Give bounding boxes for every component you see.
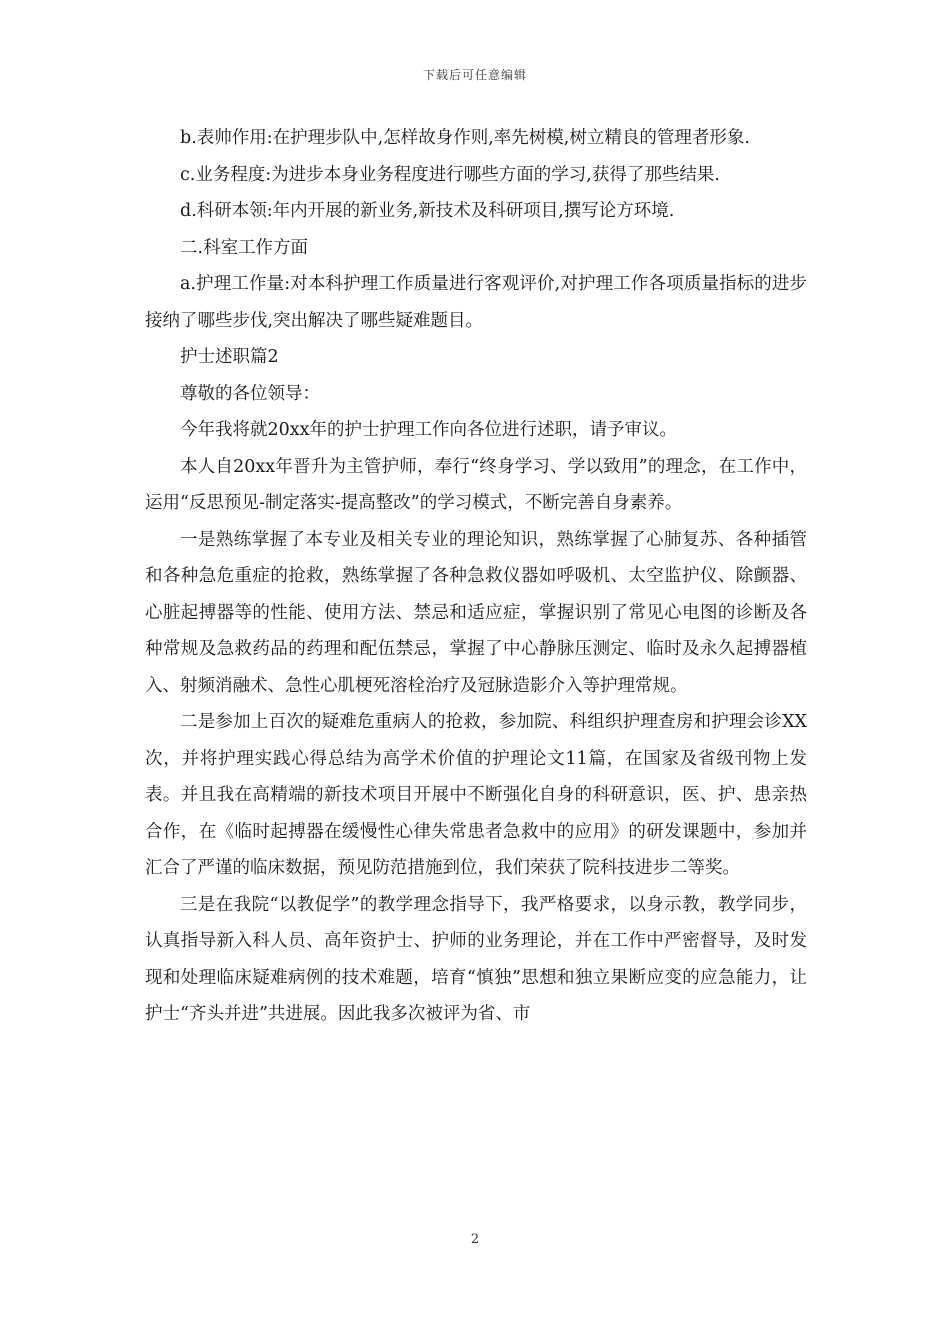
paragraph: 二是参加上百次的疑难危重病人的抢救，参加院、科组织护理查房和护理会诊XX次，并将护理实践心得总结为高学术价值的护理论文11篇，在国家及省级刊物上发表。并且我在高精端的新技术项目开展中不断强化自身的科研意识，医、护、患亲热合作，在《临时起搏器在缓慢性心律失常患者急救中的应用》的研发课题中，参加并汇合了严谨的临床数据，预见防范措施到位，我们荣获了院科技进步二等奖。 (145, 712, 807, 878)
paragraph: 一是熟练掌握了本专业及相关专业的理论知识，熟练掌握了心肺复苏、各种插管和各种急危重症的抢救，熟练掌握了各种急救仪器如呼吸机、太空监护仪、除颤器、心脏起搏器等的性能、使用方法、禁忌和适应症，掌握识别了常见心电图的诊断及各种常规及急救药品的药理和配伍禁忌，掌握了中心静脉压测定、临时及永久起搏器植入、射频消融术、急性心肌梗死溶栓治疗及冠脉造影介入等护理常规。 (145, 529, 807, 696)
paragraph: d.科研本领:年内开展的新业务,新技术及科研项目,撰写论方环境. (180, 201, 675, 221)
paragraph: 今年我将就20xx年的护士护理工作向各位进行述职，请予审议。 (180, 420, 678, 440)
article-title: 护士述职篇2 (180, 347, 279, 367)
paragraph: c.业务程度:为进步本身业务程度进行哪些方面的学习,获得了那些结果. (180, 164, 720, 185)
page-number: 2 (470, 1232, 480, 1247)
paragraph: 本人自20xx年晋升为主管护师，奉行“终身学习、学以致用”的理念，在工作中，运用“反思预见-制定落实-提高整改”的学习模式，不断完善自身素养。 (145, 456, 807, 513)
section-heading: 二.科室工作方面 (180, 237, 309, 258)
paragraph: a.护理工作量:对本科护理工作质量进行客观评价,对护理工作各项质量指标的进步接纳了哪些步伐,突出解决了哪些疑难题目。 (145, 274, 807, 331)
paragraph: 三是在我院“以教促学”的教学理念指导下，我严格要求，以身示教，教学同步，认真指导新入科人员、高年资护士、护师的业务理论，并在工作中严密督导，及时发现和处理临床疑难病例的技术难题，培育“慎独”思想和独立果断应变的应急能力，让护士“齐头并进”共进展。因此我多次被评为省、市 (145, 894, 807, 1024)
page-header: 下载后可任意编辑 (422, 68, 527, 82)
document-body (145, 120, 807, 1033)
salutation: 尊敬的各位领导： (180, 383, 320, 404)
paragraph: b.表帅作用:在护理步队中,怎样故身作则,率先树模,树立精良的管理者形象. (180, 128, 750, 148)
